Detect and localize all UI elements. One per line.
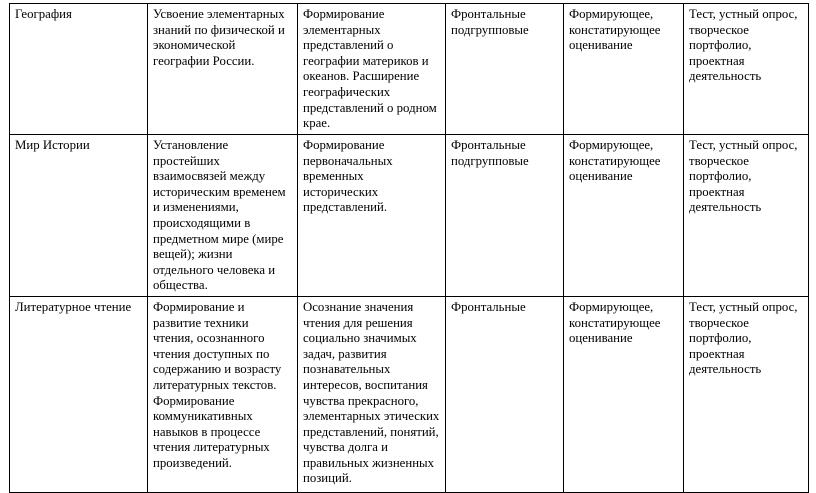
subject-cell: Литературное чтение	[10, 296, 148, 492]
evaluation-cell: Формирующее, констатирующее оценивание	[564, 296, 684, 492]
goal-cell: Установление простейших взаимосвязей между историческим временем и изменениями, происходящими в предметном мире (мире вещей); жизни отдельного человека и общества.	[148, 135, 298, 297]
curriculum-table	[9, 3, 809, 493]
forms-cell: Фронтальные подгрупповые	[446, 135, 564, 297]
formation-cell: Формирование первоначальных временных исторических представлений.	[298, 135, 446, 297]
control-cell: Тест, устный опрос, творческое портфолио, проектная деятельность	[684, 4, 809, 135]
forms-cell: Фронтальные	[446, 296, 564, 492]
table-row	[10, 296, 809, 492]
subject-cell: География	[10, 4, 148, 135]
formation-cell: Формирование элементарных представлений о географии материков и океанов. Расширение географических представлений о родном крае.	[298, 4, 446, 135]
goal-cell: Формирование и развитие техники чтения, осознанного чтения доступных по содержанию и возрасту литературных текстов. Формирование коммуникативных навыков в процессе чтения литературных произведений.	[148, 296, 298, 492]
table-row	[10, 4, 809, 135]
evaluation-cell: Формирующее, констатирующее оценивание	[564, 135, 684, 297]
control-cell: Тест, устный опрос, творческое портфолио, проектная деятельность	[684, 296, 809, 492]
subject-cell: Мир Истории	[10, 135, 148, 297]
forms-cell: Фронтальные подгрупповые	[446, 4, 564, 135]
evaluation-cell: Формирующее, констатирующее оценивание	[564, 4, 684, 135]
formation-cell: Осознание значения чтения для решения социально значимых задач, развития познавательных интересов, воспитания чувства прекрасного, элементарных этических представлений, понятий, чувства долга и правильных жизненных позиций.	[298, 296, 446, 492]
control-cell: Тест, устный опрос, творческое портфолио, проектная деятельность	[684, 135, 809, 297]
table-row	[10, 135, 809, 297]
goal-cell: Усвоение элементарных знаний по физической и экономической географии России.	[148, 4, 298, 135]
